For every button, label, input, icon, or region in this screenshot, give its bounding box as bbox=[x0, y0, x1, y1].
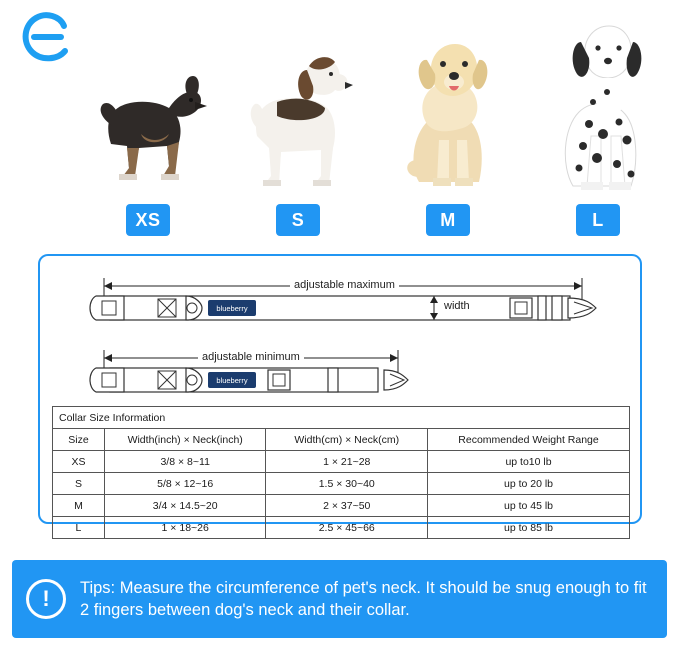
cell-inch: 3/8 × 8~11 bbox=[104, 451, 266, 473]
dalmatian-sitting-icon bbox=[533, 16, 663, 196]
table-row bbox=[53, 495, 630, 517]
size-badge-m: M bbox=[426, 204, 470, 236]
table-title-row bbox=[53, 407, 630, 429]
table-row bbox=[53, 517, 630, 539]
cell-size: S bbox=[53, 473, 105, 495]
cell-cm: 1 × 21~28 bbox=[266, 451, 428, 473]
header-cm: Width(cm) × Neck(cm) bbox=[266, 429, 428, 451]
size-table-wrapper bbox=[52, 406, 630, 539]
brand-logo-icon bbox=[16, 10, 76, 68]
table-row bbox=[53, 473, 630, 495]
cell-weight: up to10 lb bbox=[428, 451, 630, 473]
small-black-tan-dog-standing-icon bbox=[83, 16, 213, 196]
collar-diagram bbox=[40, 256, 640, 404]
golden-retriever-sitting-icon bbox=[383, 16, 513, 196]
beagle-standing-icon bbox=[233, 16, 363, 196]
table-header-row bbox=[53, 429, 630, 451]
tips-banner bbox=[12, 560, 667, 638]
cell-size: L bbox=[53, 517, 105, 539]
dog-size-cell bbox=[378, 16, 518, 236]
adjustable-minimum-label: adjustable minimum bbox=[198, 351, 304, 363]
cell-cm: 2 × 37~50 bbox=[266, 495, 428, 517]
table-title: Collar Size Information bbox=[53, 407, 630, 429]
dog-size-cell bbox=[528, 16, 668, 236]
width-label: width bbox=[440, 300, 474, 312]
header-size: Size bbox=[53, 429, 105, 451]
cell-weight: up to 85 lb bbox=[428, 517, 630, 539]
collar-diagram-panel bbox=[38, 254, 642, 534]
cell-size: XS bbox=[53, 451, 105, 473]
svg-text:blueberry: blueberry bbox=[216, 376, 248, 385]
cell-cm: 2.5 × 45~66 bbox=[266, 517, 428, 539]
cell-inch: 5/8 × 12~16 bbox=[104, 473, 266, 495]
dog-size-cell bbox=[228, 16, 368, 236]
dog-size-cell bbox=[78, 16, 218, 236]
collar-size-table bbox=[52, 406, 630, 539]
cell-size: M bbox=[53, 495, 105, 517]
cell-cm: 1.5 × 30~40 bbox=[266, 473, 428, 495]
exclamation-circle-icon: ! bbox=[26, 579, 66, 619]
table-row bbox=[53, 451, 630, 473]
adjustable-maximum-label: adjustable maximum bbox=[290, 279, 399, 291]
header-weight: Recommended Weight Range bbox=[428, 429, 630, 451]
tips-text: Tips: Measure the circumference of pet's neck. It should be snug enough to fit 2 fingers between dog's neck and their collar. bbox=[80, 578, 647, 619]
size-badge-s: S bbox=[276, 204, 320, 236]
cell-weight: up to 45 lb bbox=[428, 495, 630, 517]
header-inch: Width(inch) × Neck(inch) bbox=[104, 429, 266, 451]
dog-size-row bbox=[78, 6, 668, 236]
size-badge-xs: XS bbox=[126, 204, 170, 236]
cell-weight: up to 20 lb bbox=[428, 473, 630, 495]
size-badge-l: L bbox=[576, 204, 620, 236]
svg-text:blueberry: blueberry bbox=[216, 304, 248, 313]
cell-inch: 3/4 × 14.5~20 bbox=[104, 495, 266, 517]
cell-inch: 1 × 18~26 bbox=[104, 517, 266, 539]
